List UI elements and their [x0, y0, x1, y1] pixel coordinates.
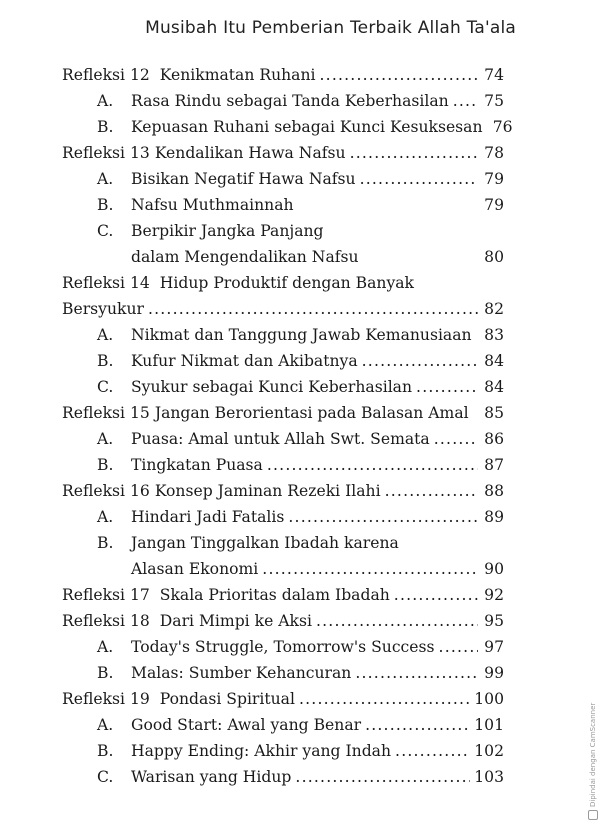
- camscanner-watermark: [586, 690, 600, 820]
- toc-title: Puasa: Amal untuk Allah Swt. Semata: [131, 430, 430, 448]
- watermark-text: Dipindai dengan CamScanner: [589, 702, 597, 807]
- toc-title: Skala Prioritas dalam Ibadah: [159, 586, 390, 604]
- toc-page: 84: [484, 378, 504, 396]
- toc-prefix: A.: [97, 430, 114, 448]
- toc-prefix: Refleksi 14: [62, 274, 150, 292]
- toc-title: Dari Mimpi ke Aksi: [159, 612, 312, 630]
- toc-title: Kepuasan Ruhani sebagai Kunci Kesuksesan: [131, 118, 483, 136]
- toc-page: 100: [474, 690, 504, 708]
- toc-subentry: [97, 449, 504, 475]
- toc-prefix: A.: [97, 170, 114, 188]
- toc-subentry: [97, 345, 504, 371]
- toc-subentry: [97, 371, 504, 397]
- toc-page: 87: [484, 456, 504, 474]
- leader-dots: [362, 351, 478, 371]
- toc-prefix: Refleksi 13: [62, 144, 150, 162]
- toc-page: 79: [484, 196, 504, 214]
- toc-prefix: C.: [97, 378, 114, 396]
- toc-prefix: C.: [97, 768, 114, 786]
- leader-dots: [385, 481, 478, 501]
- toc-page: 92: [484, 586, 504, 604]
- toc-entry-refleksi-14: [62, 267, 504, 293]
- toc-title: Bisikan Negatif Hawa Nafsu: [131, 170, 356, 188]
- leader-dots: [355, 663, 478, 683]
- toc-title-continuation: Bersyukur: [62, 300, 144, 318]
- toc-page: 90: [484, 560, 504, 578]
- toc-page: 86: [484, 430, 504, 448]
- toc-title: Nafsu Muthmainnah: [131, 196, 294, 214]
- toc-page: 102: [474, 742, 504, 760]
- toc-title: Pondasi Spiritual: [159, 690, 295, 708]
- toc-prefix: Refleksi 15: [62, 404, 150, 422]
- leader-dots: [350, 143, 478, 163]
- toc-entry-refleksi-13: [62, 137, 504, 163]
- leader-dots: [453, 91, 478, 111]
- leader-dots: [148, 299, 478, 319]
- running-header: Musibah Itu Pemberian Terbaik Allah Ta'ala: [145, 18, 516, 38]
- toc-title: Rasa Rindu sebagai Tanda Keberhasilan: [131, 92, 449, 110]
- leader-dots: [360, 169, 478, 189]
- leader-dots: [320, 65, 478, 85]
- toc-prefix: A.: [97, 326, 114, 344]
- toc-title: Happy Ending: Akhir yang Indah: [131, 742, 392, 760]
- toc-title: Jangan Tinggalkan Ibadah karena: [131, 534, 399, 552]
- toc-prefix: Refleksi 17: [62, 586, 150, 604]
- toc-subentry-continuation: [97, 241, 504, 267]
- toc-page: 89: [484, 508, 504, 526]
- toc-subentry: [97, 163, 504, 189]
- toc-entry-refleksi-17: [62, 579, 504, 605]
- toc-prefix: Refleksi 12: [62, 66, 150, 84]
- leader-dots: [288, 507, 478, 527]
- toc-subentry: [97, 215, 504, 241]
- toc-subentry: [97, 735, 504, 761]
- toc-page: 88: [484, 482, 504, 500]
- toc-title: Good Start: Awal yang Benar: [131, 716, 362, 734]
- toc-subentry: [97, 111, 513, 137]
- toc-title: Kufur Nikmat dan Akibatnya: [131, 352, 358, 370]
- toc-subentry: [97, 189, 504, 215]
- toc-subentry: [97, 319, 504, 345]
- toc-page: 103: [474, 768, 504, 786]
- toc-prefix: B.: [97, 196, 114, 214]
- toc-page: 74: [484, 66, 504, 84]
- toc-title: Syukur sebagai Kunci Keberhasilan: [131, 378, 413, 396]
- camscanner-logo-icon: [588, 810, 598, 820]
- toc-page: 99: [484, 664, 504, 682]
- leader-dots: [295, 767, 470, 787]
- toc-page: 79: [484, 170, 504, 188]
- toc-page: 82: [484, 300, 504, 318]
- toc-subentry: [97, 527, 504, 553]
- toc-prefix: Refleksi 18: [62, 612, 150, 630]
- toc-title: Konsep Jaminan Rezeki Ilahi: [154, 482, 381, 500]
- toc-prefix: A.: [97, 92, 114, 110]
- toc-page: 101: [474, 716, 504, 734]
- toc-prefix: C.: [97, 222, 114, 240]
- toc-title: Jangan Berorientasi pada Balasan Amal: [154, 404, 469, 422]
- leader-dots: [262, 559, 478, 579]
- toc-page: 83: [484, 326, 504, 344]
- toc-subentry: [97, 501, 504, 527]
- toc-prefix: B.: [97, 456, 114, 474]
- leader-dots: [394, 585, 478, 605]
- toc-entry-continuation: [62, 293, 504, 319]
- toc-title: Hidup Produktif dengan Banyak: [159, 274, 414, 292]
- leader-dots: [267, 455, 478, 475]
- toc-prefix: B.: [97, 742, 114, 760]
- toc-subentry-continuation: [97, 553, 504, 579]
- toc-title-continuation: dalam Mengendalikan Nafsu: [131, 248, 359, 266]
- toc-page: 78: [484, 144, 504, 162]
- toc-title: Warisan yang Hidup: [131, 768, 292, 786]
- leader-dots: [434, 429, 478, 449]
- toc-title: Nikmat dan Tanggung Jawab Kemanusiaan: [131, 326, 472, 344]
- toc-title: Tingkatan Puasa: [131, 456, 263, 474]
- toc-prefix: A.: [97, 716, 114, 734]
- toc-title: Kendalikan Hawa Nafsu: [154, 144, 346, 162]
- toc-title-continuation: Alasan Ekonomi: [131, 560, 259, 578]
- leader-dots: [395, 741, 470, 761]
- toc-prefix: Refleksi 19: [62, 690, 150, 708]
- leader-dots: [365, 715, 470, 735]
- toc-prefix: B.: [97, 534, 114, 552]
- toc-prefix: A.: [97, 638, 114, 656]
- toc-prefix: B.: [97, 664, 114, 682]
- toc-page: 85: [484, 404, 504, 422]
- toc-title: Malas: Sumber Kehancuran: [131, 664, 352, 682]
- toc-entry-refleksi-19: [62, 683, 504, 709]
- toc-subentry: [97, 631, 504, 657]
- toc-prefix: B.: [97, 352, 114, 370]
- toc-entry-refleksi-16: [62, 475, 504, 501]
- toc-subentry: [97, 709, 504, 735]
- toc-entry-refleksi-15: [62, 397, 504, 423]
- leader-dots: [316, 611, 478, 631]
- toc-subentry: [97, 761, 504, 787]
- toc-title: Berpikir Jangka Panjang: [131, 222, 324, 240]
- toc-page: 80: [484, 248, 504, 266]
- toc-subentry: [97, 657, 504, 683]
- leader-dots: [416, 377, 478, 397]
- toc-subentry: [97, 85, 504, 111]
- toc-subentry: [97, 423, 504, 449]
- toc-page: 76: [492, 118, 513, 136]
- leader-dots: [439, 637, 478, 657]
- toc-entry-refleksi-12: [62, 59, 504, 85]
- toc-page: 84: [484, 352, 504, 370]
- toc-page: 97: [484, 638, 504, 656]
- toc-page: 75: [484, 92, 504, 110]
- leader-dots: [299, 689, 470, 709]
- toc-page: 95: [484, 612, 504, 630]
- toc-entry-refleksi-18: [62, 605, 504, 631]
- toc-prefix: A.: [97, 508, 114, 526]
- toc-title: Kenikmatan Ruhani: [159, 66, 316, 84]
- toc-prefix: B.: [97, 118, 114, 136]
- toc-title: Today's Struggle, Tomorrow's Success: [131, 638, 435, 656]
- toc-prefix: Refleksi 16: [62, 482, 150, 500]
- toc-title: Hindari Jadi Fatalis: [131, 508, 285, 526]
